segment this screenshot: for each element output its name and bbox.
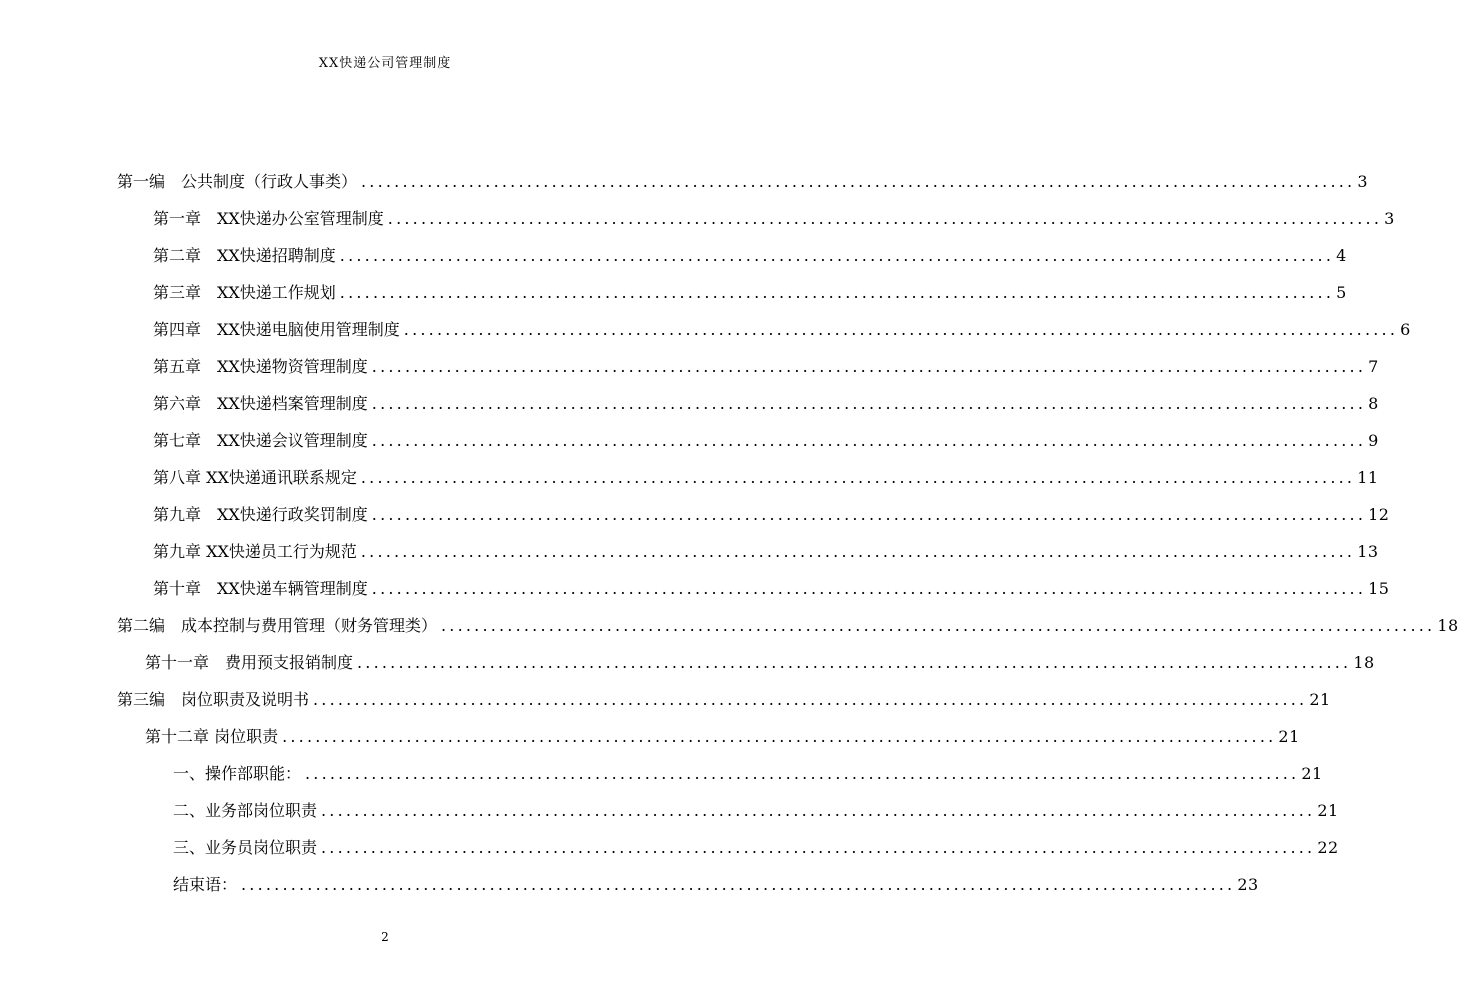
toc-entry-page: 9 xyxy=(1368,431,1379,450)
toc-entry-title: 第六章 XX快递档案管理制度 xyxy=(153,394,368,413)
toc-entry-title: 三、业务员岗位职责 xyxy=(173,838,318,857)
toc-entry-page: 21 xyxy=(1301,764,1323,783)
toc-entry-title: 第三编 岗位职责及说明书 xyxy=(117,690,310,709)
toc-entry-title: 第四章 XX快递电脑使用管理制度 xyxy=(153,320,400,339)
toc-entry-title: 第十一章 费用预支报销制度 xyxy=(145,653,354,672)
toc-entry-page: 8 xyxy=(1368,394,1379,413)
toc-entry[interactable] xyxy=(173,758,1323,784)
toc-entry[interactable] xyxy=(117,684,1331,710)
dot-leader: ........................................................................................................................ xyxy=(360,542,1356,561)
toc-entry-page: 13 xyxy=(1357,542,1379,561)
toc-entry-title: 第五章 XX快递物资管理制度 xyxy=(153,357,368,376)
toc-entry-page: 3 xyxy=(1357,172,1369,191)
document-header: XX快递公司管理制度 xyxy=(318,56,452,71)
toc-entry-title: 第一章 XX快递办公室管理制度 xyxy=(153,209,384,228)
dot-leader: ........................................................................................................................ xyxy=(321,801,1316,820)
toc-entry[interactable] xyxy=(145,721,1300,747)
toc-entry[interactable] xyxy=(153,573,1390,599)
toc-entry-page: 18 xyxy=(1437,616,1459,635)
toc-entry-title: 结束语： xyxy=(173,875,238,894)
toc-entry-title: 第九章 XX快递行政奖罚制度 xyxy=(153,505,368,524)
toc-entry-title: 第一编 公共制度（行政人事类） xyxy=(117,172,358,191)
dot-leader: ........................................................................................................................ xyxy=(282,727,1277,746)
toc-entry[interactable] xyxy=(153,314,1411,340)
toc-entry[interactable] xyxy=(145,647,1375,673)
dot-leader: ........................................................................................................................ xyxy=(339,246,1335,265)
toc-entry-page: 21 xyxy=(1278,727,1300,746)
toc-entry-page: 23 xyxy=(1237,875,1259,894)
toc-entry[interactable] xyxy=(173,869,1259,895)
toc-entry-page: 21 xyxy=(1317,801,1339,820)
toc-entry-title: 第八章 XX快递通讯联系规定 xyxy=(153,468,357,487)
dot-leader: ........................................................................................................................ xyxy=(441,616,1436,635)
toc-entry-page: 7 xyxy=(1368,357,1379,376)
toc-entry[interactable] xyxy=(153,536,1379,562)
dot-leader: ........................................................................................................................ xyxy=(305,764,1300,783)
dot-leader: ........................................................................................................................ xyxy=(371,579,1367,598)
toc-entry-title: 一、操作部职能： xyxy=(173,764,302,783)
dot-leader: ........................................................................................................................ xyxy=(360,468,1356,487)
toc-entry-page: 22 xyxy=(1317,838,1339,857)
toc-entry-title: 第九章 XX快递员工行为规范 xyxy=(153,542,357,561)
toc-entry[interactable] xyxy=(153,499,1390,525)
page-number: 2 xyxy=(381,930,389,944)
dot-leader: ........................................................................................................................ xyxy=(403,320,1399,339)
toc-entry-page: 11 xyxy=(1357,468,1379,487)
toc-entry-page: 6 xyxy=(1400,320,1411,339)
toc-entry-title: 第十二章 岗位职责 xyxy=(145,727,279,746)
toc-entry[interactable] xyxy=(117,166,1369,192)
toc-entry-page: 18 xyxy=(1353,653,1375,672)
toc-entry-page: 3 xyxy=(1384,209,1395,228)
toc-entry[interactable] xyxy=(117,610,1459,636)
toc-entry[interactable] xyxy=(153,388,1379,414)
toc-entry-page: 12 xyxy=(1368,505,1390,524)
toc-entry-page: 4 xyxy=(1336,246,1347,265)
dot-leader: ........................................................................................................................ xyxy=(387,209,1383,228)
dot-leader: ........................................................................................................................ xyxy=(339,283,1335,302)
dot-leader: ........................................................................................................................ xyxy=(361,172,1356,191)
dot-leader: ........................................................................................................................ xyxy=(371,357,1367,376)
toc-entry[interactable] xyxy=(153,203,1395,229)
toc-entry[interactable] xyxy=(153,425,1379,451)
toc-entry[interactable] xyxy=(153,462,1379,488)
toc-entry-title: 第七章 XX快递会议管理制度 xyxy=(153,431,368,450)
toc-entry-page: 5 xyxy=(1336,283,1347,302)
toc-entry-title: 二、业务部岗位职责 xyxy=(173,801,318,820)
dot-leader: ........................................................................................................................ xyxy=(371,505,1367,524)
toc-entry[interactable] xyxy=(173,832,1339,858)
dot-leader: ........................................................................................................................ xyxy=(241,875,1236,894)
dot-leader: ........................................................................................................................ xyxy=(313,690,1308,709)
dot-leader: ........................................................................................................................ xyxy=(371,431,1367,450)
toc-entry-page: 21 xyxy=(1309,690,1331,709)
dot-leader: ........................................................................................................................ xyxy=(321,838,1316,857)
toc-entry[interactable] xyxy=(153,240,1347,266)
toc-entry[interactable] xyxy=(153,277,1347,303)
dot-leader: ........................................................................................................................ xyxy=(357,653,1352,672)
dot-leader: ........................................................................................................................ xyxy=(371,394,1367,413)
toc-entry[interactable] xyxy=(153,351,1379,377)
toc-entry[interactable] xyxy=(173,795,1339,821)
toc-entry-title: 第十章 XX快递车辆管理制度 xyxy=(153,579,368,598)
toc-entry-page: 15 xyxy=(1368,579,1390,598)
toc-entry-title: 第二章 XX快递招聘制度 xyxy=(153,246,336,265)
toc-entry-title: 第三章 XX快递工作规划 xyxy=(153,283,336,302)
toc-entry-title: 第二编 成本控制与费用管理（财务管理类） xyxy=(117,616,438,635)
